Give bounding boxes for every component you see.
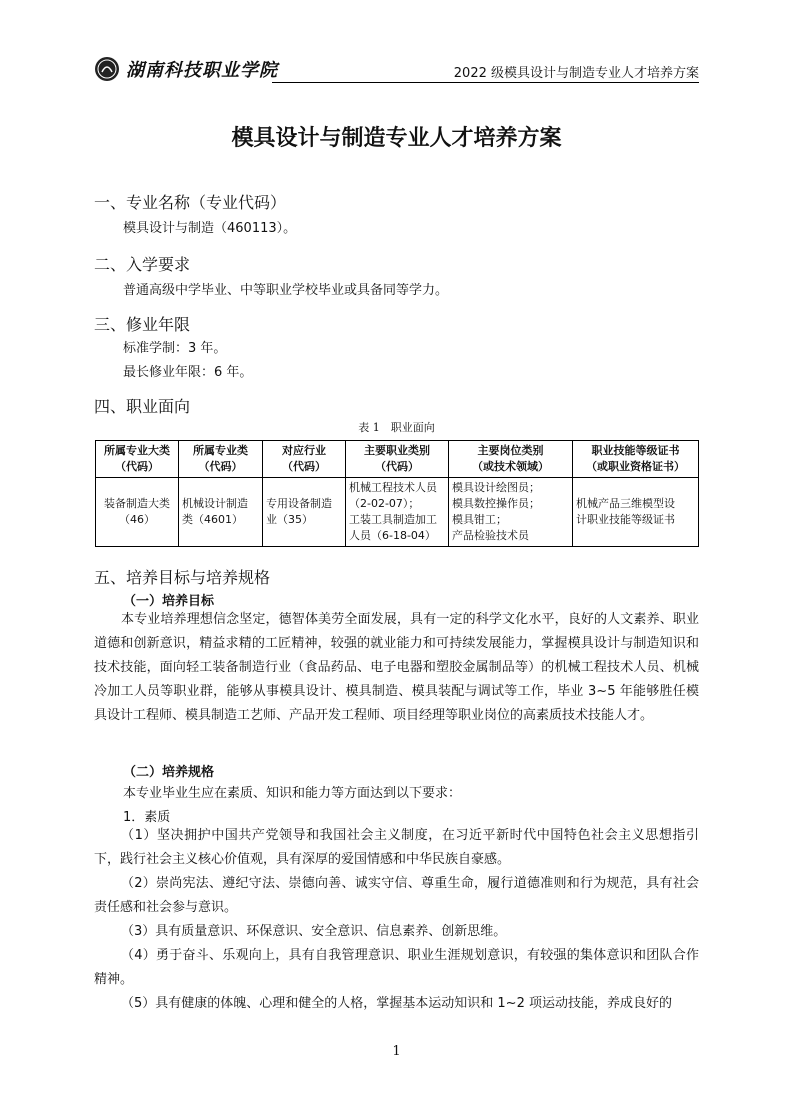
- table-cell: 装备制造大类 （46）: [96, 478, 179, 547]
- section-3-line-2: 最长修业年限：6 年。: [123, 365, 253, 380]
- page-header: [94, 56, 699, 86]
- quality-item-4: （4）勇于奋斗、乐观向上，具有自我管理意识、职业生涯规划意识，有较强的集体意识和团队合作精神。: [94, 948, 699, 987]
- section-2-heading: 二、入学要求: [94, 255, 191, 274]
- subsection-spec-heading: （二）培养规格: [123, 765, 215, 780]
- quality-heading: 1．素质: [123, 810, 171, 825]
- section-5-heading: 五、培养目标与培养规格: [94, 568, 271, 587]
- quality-item-3: （3）具有质量意识、环保意识、安全意识、信息素养、创新思维。: [121, 924, 507, 939]
- goal-paragraph: 本专业培养理想信念坚定，德智体美劳全面发展，具有一定的科学文化水平，良好的人文素养、职业道德和创新意识，精益求精的工匠精神，较强的就业能力和可持续发展能力，掌握模具设计与制造知识和技术技能，面向轻工装备制造行业（食品药品、电子电器和塑胶金属制品等）的机械工程技术人员、机械冷加工人员等职业群，能够从事模具设计、模具制造、模具装配与调试等工作，毕业 3~5 年能够胜任模具设计工程师、模具制造工艺师、产品开发工程师、项目经理等职业岗位的高素质技术技能人才。: [94, 612, 699, 723]
- table-row: [96, 478, 699, 547]
- table-cell: 机械产品三维模型设 计职业技能等级证书: [573, 478, 699, 547]
- page-number: 1: [392, 1044, 401, 1059]
- header-rule: [272, 82, 699, 83]
- spec-intro: 本专业毕业生应在素质、知识和能力等方面达到以下要求：: [123, 786, 462, 801]
- header-cell: 主要职业类别 （代码）: [346, 441, 449, 478]
- table-caption: 表 1 职业面向: [358, 421, 435, 434]
- table-cell: 专用设备制造 业（35）: [263, 478, 346, 547]
- school-logo: [94, 56, 278, 82]
- header-cell: 所属专业大类 （代码）: [96, 441, 179, 478]
- header-cell: 所属专业类 （代码）: [179, 441, 263, 478]
- header-doc-title: 2022 级模具设计与制造专业人才培养方案: [453, 66, 699, 81]
- section-3-line-1: 标准学制：3 年。: [123, 341, 227, 356]
- quality-item-5: （5）具有健康的体魄、心理和健全的人格，掌握基本运动知识和 1~2 项运动技能，养成良好的: [121, 996, 672, 1011]
- document-title: 模具设计与制造专业人才培养方案: [231, 126, 562, 151]
- school-seal-icon: [94, 56, 120, 82]
- occupation-table: [95, 440, 699, 547]
- header-cell: 对应行业 （代码）: [263, 441, 346, 478]
- section-1-heading: 一、专业名称（专业代码）: [94, 193, 287, 212]
- table-header-row: [96, 441, 699, 478]
- section-2-body: 普通高级中学毕业、中等职业学校毕业或具备同等学力。: [123, 283, 449, 298]
- section-3-heading: 三、修业年限: [94, 315, 191, 334]
- quality-item-2: （2）崇尚宪法、遵纪守法、崇德向善、诚实守信、尊重生命，履行道德准则和行为规范，具有社会责任感和社会参与意识。: [94, 876, 699, 915]
- school-name-logo-text: 湖南科技职业学院: [126, 60, 278, 81]
- header-cell: 主要岗位类别 （或技术领域）: [449, 441, 573, 478]
- section-4-heading: 四、职业面向: [94, 397, 191, 416]
- subsection-goal-heading: （一）培养目标: [123, 594, 215, 609]
- quality-item-1: （1）坚决拥护中国共产党领导和我国社会主义制度，在习近平新时代中国特色社会主义思想指引下，践行社会主义核心价值观，具有深厚的爱国情感和中华民族自豪感。: [94, 828, 699, 867]
- table-cell: 机械设计制造 类（4601）: [179, 478, 263, 547]
- table-cell: 模具设计绘图员； 模具数控操作员； 模具钳工； 产品检验技术员: [449, 478, 573, 547]
- table-cell: 机械工程技术人员 （2-02-07）； 工装工具制造加工 人员（6-18-04）: [346, 478, 449, 547]
- section-1-body: 模具设计与制造（460113）。: [123, 221, 297, 236]
- header-cell: 职业技能等级证书 （或职业资格证书）: [573, 441, 699, 478]
